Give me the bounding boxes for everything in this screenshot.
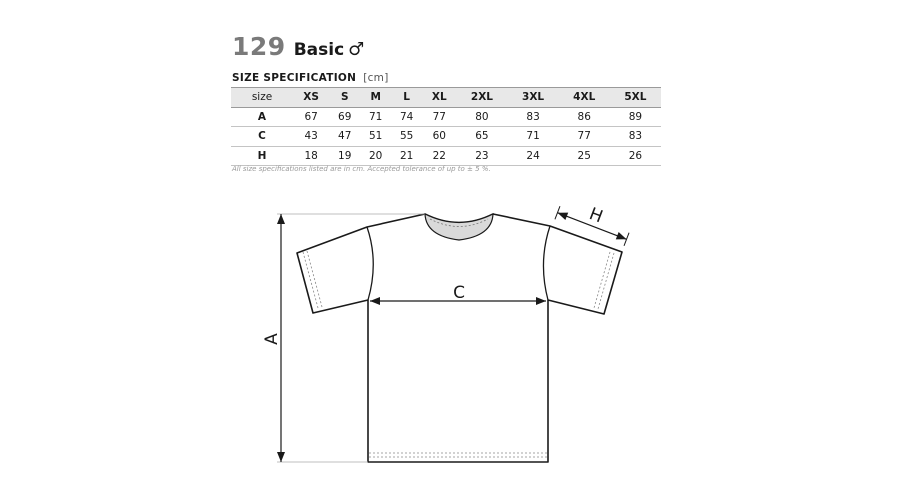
row-label: C [231, 127, 293, 147]
table-cell: 83 [610, 127, 661, 147]
male-symbol-icon: ♂ [348, 39, 365, 60]
table-cell: 24 [508, 146, 559, 166]
column-header: XS [293, 88, 329, 108]
table-cell: 69 [329, 107, 360, 127]
table-cell: 43 [293, 127, 329, 147]
table-cell: 67 [293, 107, 329, 127]
tshirt-outline [297, 214, 622, 462]
column-header: S [329, 88, 360, 108]
dimension-a-label: A [262, 333, 282, 345]
column-header: 4XL [559, 88, 610, 108]
table-cell: 89 [610, 107, 661, 127]
table-cell: 26 [610, 146, 661, 166]
table-cell: 77 [559, 127, 610, 147]
table-cell: 47 [329, 127, 360, 147]
table-cell: 60 [422, 127, 456, 147]
dimension-c-label: C [453, 283, 465, 303]
table-cell: 77 [422, 107, 456, 127]
row-label: H [231, 146, 293, 166]
table-cell: 83 [508, 107, 559, 127]
dimension-h-label: H [586, 204, 606, 228]
column-header: 2XL [456, 88, 507, 108]
table-cell: 20 [360, 146, 391, 166]
table-cell: 21 [391, 146, 422, 166]
model-name: Basic [293, 40, 345, 60]
table-cell: 71 [508, 127, 559, 147]
table-cell: 80 [456, 107, 507, 127]
table-cell: 22 [422, 146, 456, 166]
table-cell: 19 [329, 146, 360, 166]
table-cell: 23 [456, 146, 507, 166]
column-header: M [360, 88, 391, 108]
table-cell: 71 [360, 107, 391, 127]
table-cell: 74 [391, 107, 422, 127]
table-cell: 55 [391, 127, 422, 147]
table-cell: 65 [456, 127, 507, 147]
model-number: 129 [232, 32, 286, 61]
table-cell: 86 [559, 107, 610, 127]
table-cell: 51 [360, 127, 391, 147]
column-header: 3XL [508, 88, 559, 108]
tolerance-footnote: All size specifications listed are in cm. Accepted tolerance of up to ± 5 %. [232, 165, 491, 173]
dimension-a-arrow-bottom [277, 452, 285, 462]
column-header: 5XL [610, 88, 661, 108]
spec-title-text: SIZE SPECIFICATION [232, 72, 357, 84]
table-cell: 25 [559, 146, 610, 166]
column-header: XL [422, 88, 456, 108]
dimension-a-arrow-top [277, 214, 285, 224]
column-header-size: size [231, 88, 293, 108]
row-label: A [231, 107, 293, 127]
table-cell: 18 [293, 146, 329, 166]
column-header: L [391, 88, 422, 108]
spec-unit: [cm] [363, 72, 389, 84]
